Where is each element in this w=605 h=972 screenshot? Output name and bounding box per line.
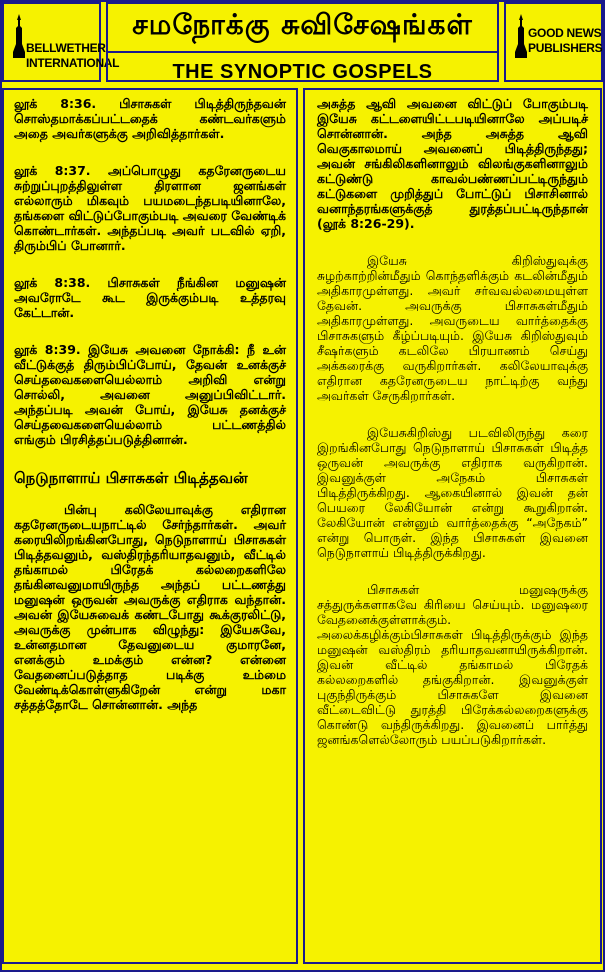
header <box>2 2 603 84</box>
bellwether-logo <box>2 2 120 82</box>
title-divider <box>108 51 497 53</box>
paragraph-luke-8-39: லூக் 8:39. இயேசு அவனை நோக்கி: நீ உன் வீட்டுக்குத் திரும்பிப்போய், தேவன் உனக்குச் செய்தவைகளையெல்லாம் அறிவி என்று சொல்லி, அவனை அனுப்பிவிட்டார். அந்தப்படி அவன் போய், இயேசு தனக்குச் செய்தவைகளையெல்லாம் பட்டணத்தில் எங்கும் பிரசித்தப்படுத்தினான். <box>14 342 286 447</box>
good-news-icon <box>514 14 528 58</box>
right-column <box>303 88 602 964</box>
logo-left-line2: INTERNATIONAL <box>26 56 120 70</box>
paragraph-commentary-3: இயேசுகிறிஸ்து படவிலிருந்து கரை இறங்கினபோது நெடுநாளாய் பிசாசுகள் பிடித்த ஒருவன் அவருக்கு எதிராக வருகிறான். இவனுக்குள் அநேகம் பிசாசுகள் பிடித்திருக்கிறது. ஆகையினால் இவன் தன் பெயரை லேகியோன் என்று கூறுகிறான். லேகியோன் என்னும் வார்த்தைக்கு “அநேகம்” என்று பொருள். இந்த பிசாசுகள் இவனை நெடுநாளாய் பிடித்திருக்கிறது. <box>317 425 588 560</box>
good-news-logo <box>504 2 603 82</box>
page-title-english: THE SYNOPTIC GOSPELS <box>172 61 433 83</box>
paragraph-luke-8-36: லூக் 8:36. பிசாசுகள் பிடித்திருந்தவன் சொஸ்தமாக்கப்பட்டதைக் கண்டவர்களும் அதை அவர்களுக்கு அறிவித்தார்கள். <box>14 96 286 141</box>
logo-right-line1: GOOD NEWS <box>528 26 602 40</box>
paragraph-luke-8-37: லூக் 8:37. அப்பொழுது கதரேனருடைய சுற்றுப்புறத்திலுள்ள திரளான ஜனங்கள் எல்லாரும் மிகவும் பயமடைந்தபடியினாலே, தங்களை விட்டுப்போகும்படி அவரை வேண்டிக் கொண்டார்கள். அந்தப்படி அவர் படவில் ஏறி, திரும்பிப் போனார். <box>14 163 286 253</box>
paragraph-commentary-1: பின்பு கலிலேயாவுக்கு எதிரான கதரேனருடையநாட்டில் சேர்ந்தார்கள். அவர் கரையிலிறங்கினபோது, நெடுநாளாய் பிசாசுகள் பிடித்தவனும், வஸ்திரந்தரியாதவனும், வீட்டில் தங்காமல் பிரேதக் கல்லறைகளிலே தங்கினவனுமாயிருந்த அந்தப் பட்டணத்து மனுஷன் ஒருவன் அவருக்கு எதிராக வந்தான். அவன் இயேசுவைக் கண்டபோது கூக்குரலிட்டு, அவருக்கு முன்பாக விழுந்து: இயேசுவே, உன்னதமான தேவனுடைய குமாரனே, எனக்கும் உமக்கும் என்ன? என்னை வேதனைப்படுத்தாத படிக்கு உம்மை வேண்டிக்கொள்ளுகிறேன் என்று மகா சத்தத்தோடே சொன்னான். அந்த <box>14 502 286 712</box>
bellwether-icon <box>12 14 26 58</box>
paragraph-continuation: அசுத்த ஆவி அவனை விட்டுப் போகும்படி இயேசு கட்டளையிட்டபடியினாலே அப்படிச் சொன்னான். அந்த அசுத்த ஆவி வெகுகாலமாய் அவனைப் பிடித்திருந்தது; அவன் சங்கிலிகளினாலும் விலங்குகளினாலும் கட்டுண்டு காவல்பண்ணப்பட்டிருந்தும் கட்டுகளை முறித்துப் போட்டுப் பிசாசினால் வனாந்தரங்களுக்குத் துரத்தப்பட்டிருந்தான் (லூக் 8:26-29). <box>317 96 588 231</box>
left-column <box>2 88 298 964</box>
logo-left-line1: BELLWETHER <box>26 41 106 55</box>
section-heading: நெடுநாளாய் பிசாசுகள் பிடித்தவன் <box>14 469 248 487</box>
paragraph-commentary-2: இயேசு கிறிஸ்துவுக்கு சுழற்காற்றின்மீதும் கொந்தளிக்கும் கடலின்மீதும் அதிகாரமுள்ளது. அவர் சர்வவல்லமையுள்ள தேவன். அவருக்கு பிசாசுகள்மீதும் அதிகாரமுள்ளது. அவருடைய வார்த்தைக்கு பிசாசுகளும் கீழ்ப்படியும். இயேசு கிறிஸ்துவும் சீஷர்களும் கடலிலே பிரயாணம் செய்து அக்கரைக்கு வருகிறார்கள். கலிலேயாவுக்கு எதிரான கதரேனருடைய நாட்டிற்கு வந்து அவர்கள் சேருகிறார்கள். <box>317 253 588 403</box>
paragraph-commentary-4: பிசாசுகள் மனுஷருக்கு சத்துருக்களாகவே கிரியை செய்யும். மனுஷரை வேதனைக்குள்ளாக்கும். அலைக்கழிக்கும்பிசாசுகள் பிடித்திருக்கும் இந்த மனுஷன் வஸ்திரம் தரியாதவனாயிருக்கிறான். இவன் வீட்டில் தங்காமல் பிரேதக் கல்லறைகளில் தங்குகிறான். இவனுக்குள் புகுந்திருக்கும் பிசாசுகளே இவனை வீட்டைவிட்டு துரத்தி பிரேக்கல்லறைகளுக்கு கொண்டு வந்திருக்கிறது. இவனைப் பார்த்து ஜனங்களெல்லோரும் பயப்படுகிறார்கள். <box>317 582 588 747</box>
title-box <box>106 2 499 82</box>
paragraph-luke-8-38: லூக் 8:38. பிசாசுகள் நீங்கின மனுஷன் அவரோடே கூட இருக்கும்படி உத்தரவு கேட்டான். <box>14 275 286 320</box>
logo-right-line2: PUBLISHERS <box>528 41 603 55</box>
page-title-tamil: சமநோக்கு சுவிசேஷங்கள் <box>132 8 473 41</box>
